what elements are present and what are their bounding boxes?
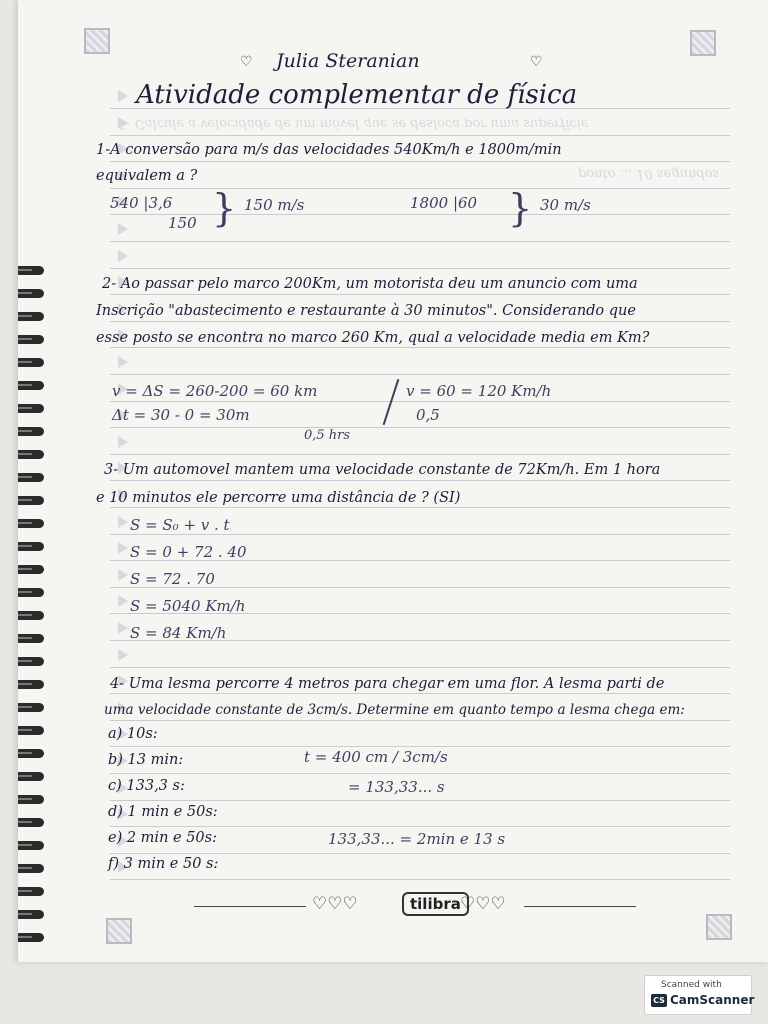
corner-mark-bottom-left <box>106 918 132 944</box>
spiral-ring <box>18 266 44 275</box>
q3-step: S = 5040 Km/h <box>130 597 246 615</box>
bleed-through-text: 5- Calcule a velocidade de um móvel que se desloca por uma superfície <box>118 116 589 131</box>
q3-step: S = 0 + 72 . 40 <box>130 543 247 561</box>
q4-option: b) 13 min: <box>108 752 184 768</box>
ruled-line <box>110 294 730 295</box>
ruled-line <box>110 135 730 136</box>
spiral-ring <box>18 381 44 390</box>
spiral-ring <box>18 450 44 459</box>
scanner-name: CamScanner <box>670 993 755 1007</box>
q2-calc-bottom: Δt = 30 - 0 = 30m <box>112 406 250 424</box>
footer-line-right <box>524 906 636 907</box>
q4-calc-b: t = 400 cm / 3cm/s <box>304 748 448 766</box>
q2-right-bottom: 0,5 <box>416 406 440 424</box>
margin-arrow-icon <box>118 436 128 448</box>
ruled-line <box>110 746 730 747</box>
spiral-ring <box>18 519 44 528</box>
brace-symbol: } <box>212 186 237 230</box>
ruled-line <box>110 693 730 694</box>
ruled-line <box>110 321 730 322</box>
spiral-ring <box>18 496 44 505</box>
q1-question-line1: 1-A conversão para m/s das velocidades 540Km/h e 1800m/min <box>96 142 562 158</box>
ruled-line <box>110 853 730 854</box>
spiral-ring <box>18 818 44 827</box>
q2-line2: Inscrição "abastecimento e restaurante à 30 minutos". Considerando que <box>96 303 636 319</box>
spiral-ring <box>18 703 44 712</box>
spiral-ring <box>18 427 44 436</box>
margin-arrow-icon <box>118 542 128 554</box>
margin-arrow-icon <box>118 595 128 607</box>
ruled-line <box>110 427 730 428</box>
q4-line1: 4- Uma lesma percorre 4 metros para chegar em uma flor. A lesma parti de <box>110 676 665 692</box>
heart-icon: ♡♡♡ <box>312 894 358 914</box>
spiral-ring <box>18 910 44 919</box>
ruled-line <box>110 507 730 508</box>
student-name: Julia Steranian <box>276 50 420 72</box>
q4-option: a) 10s: <box>108 726 158 742</box>
spiral-ring <box>18 933 44 942</box>
ruled-line <box>110 720 730 721</box>
q3-line2: e 10 minutos ele percorre uma distância de ? (SI) <box>96 490 461 506</box>
ruled-line <box>110 667 730 668</box>
q1-calc1-top: 540 |3,6 <box>110 194 173 212</box>
brace-symbol: } <box>508 186 533 230</box>
ruled-line <box>110 374 730 375</box>
heart-icon: ♡♡♡ <box>460 894 506 914</box>
ruled-line <box>110 401 730 402</box>
spiral-ring <box>18 772 44 781</box>
q3-step: S = 72 . 70 <box>130 570 215 588</box>
spiral-ring <box>18 749 44 758</box>
ruled-line <box>110 214 730 215</box>
q3-step: S = S₀ + v . t <box>130 516 230 534</box>
q2-right-top: v = 60 = 120 Km/h <box>406 382 552 400</box>
spiral-ring <box>18 795 44 804</box>
scanner-top-text: Scanned with <box>661 980 722 990</box>
spiral-ring <box>18 680 44 689</box>
ruled-line <box>110 879 730 880</box>
q4-option: e) 2 min e 50s: <box>108 830 217 846</box>
corner-mark-top-right <box>690 30 716 56</box>
spiral-ring <box>18 312 44 321</box>
spiral-ring <box>18 289 44 298</box>
q1-calc2: 1800 |60 <box>410 194 478 212</box>
q4-option: f) 3 min e 50 s: <box>108 856 219 872</box>
ruled-line <box>110 268 730 269</box>
q4-line2: uma velocidade constante de 3cm/s. Determine em quanto tempo a lesma chega em: <box>104 702 685 718</box>
q4-option: c) 133,3 s: <box>108 778 185 794</box>
ruled-line <box>110 347 730 348</box>
ruled-line <box>110 161 730 162</box>
q4-calc-e: 133,33... = 2min e 13 s <box>328 830 506 848</box>
spiral-ring <box>18 611 44 620</box>
spiral-ring <box>18 565 44 574</box>
spiral-ring <box>18 657 44 666</box>
ruled-line <box>110 826 730 827</box>
q3-line1: 3- Um automovel mantem uma velocidade constante de 72Km/h. Em 1 hora <box>104 462 661 478</box>
spiral-ring <box>18 588 44 597</box>
ruled-line <box>110 773 730 774</box>
spiral-ring <box>18 404 44 413</box>
margin-arrow-icon <box>118 223 128 235</box>
q4-option: d) 1 min e 50s: <box>108 804 218 820</box>
corner-mark-bottom-right <box>706 914 732 940</box>
margin-arrow-icon <box>118 649 128 661</box>
bleed-through-text-2: ponto ... 10 segundos <box>578 166 720 181</box>
q2-line3: esse posto se encontra no marco 260 Km, qual a velocidade media em Km? <box>96 330 650 346</box>
ruled-line <box>110 188 730 189</box>
heart-icon: ♡ <box>530 54 543 70</box>
spiral-ring <box>18 335 44 344</box>
q1-question-line2: equivalem a ? <box>96 168 198 184</box>
camscanner-logo-icon: CS <box>651 994 667 1007</box>
q2-line1: 2- Ao passar pelo marco 200Km, um motorista deu um anuncio com uma <box>102 276 638 292</box>
heart-icon: ♡ <box>240 54 253 70</box>
spiral-ring <box>18 841 44 850</box>
footer-line-left <box>194 906 306 907</box>
divider-slash <box>383 379 400 425</box>
margin-arrow-icon <box>118 622 128 634</box>
q2-calc-top: v = ΔS = 260-200 = 60 km <box>112 382 318 400</box>
q4-calc-c: = 133,33... s <box>348 778 445 796</box>
q3-step: S = 84 Km/h <box>130 624 227 642</box>
margin-arrow-icon <box>118 516 128 528</box>
margin-arrow-icon <box>118 356 128 368</box>
spiral-ring <box>18 542 44 551</box>
spiral-ring <box>18 864 44 873</box>
spiral-ring <box>18 473 44 482</box>
ruled-line <box>110 800 730 801</box>
corner-mark-top-left <box>84 28 110 54</box>
scanner-watermark <box>644 975 755 1015</box>
page-title: Atividade complementar de física <box>136 80 578 110</box>
ruled-line <box>110 534 730 535</box>
q1-calc1-bottom: 150 <box>168 214 197 232</box>
margin-arrow-icon <box>118 250 128 262</box>
ruled-line <box>110 241 730 242</box>
q1-result1: 150 m/s <box>244 196 305 214</box>
ruled-line <box>110 454 730 455</box>
ruled-line <box>110 480 730 481</box>
margin-arrow-icon <box>118 569 128 581</box>
notebook-page <box>18 0 768 962</box>
q2-calc-note: 0,5 hrs <box>304 428 351 443</box>
margin-arrow-icon <box>118 90 128 102</box>
spiral-ring <box>18 887 44 896</box>
brand-logo: tilibra <box>402 892 469 916</box>
spiral-ring <box>18 726 44 735</box>
spiral-ring <box>18 358 44 367</box>
spiral-ring <box>18 634 44 643</box>
q1-result2: 30 m/s <box>540 196 591 214</box>
